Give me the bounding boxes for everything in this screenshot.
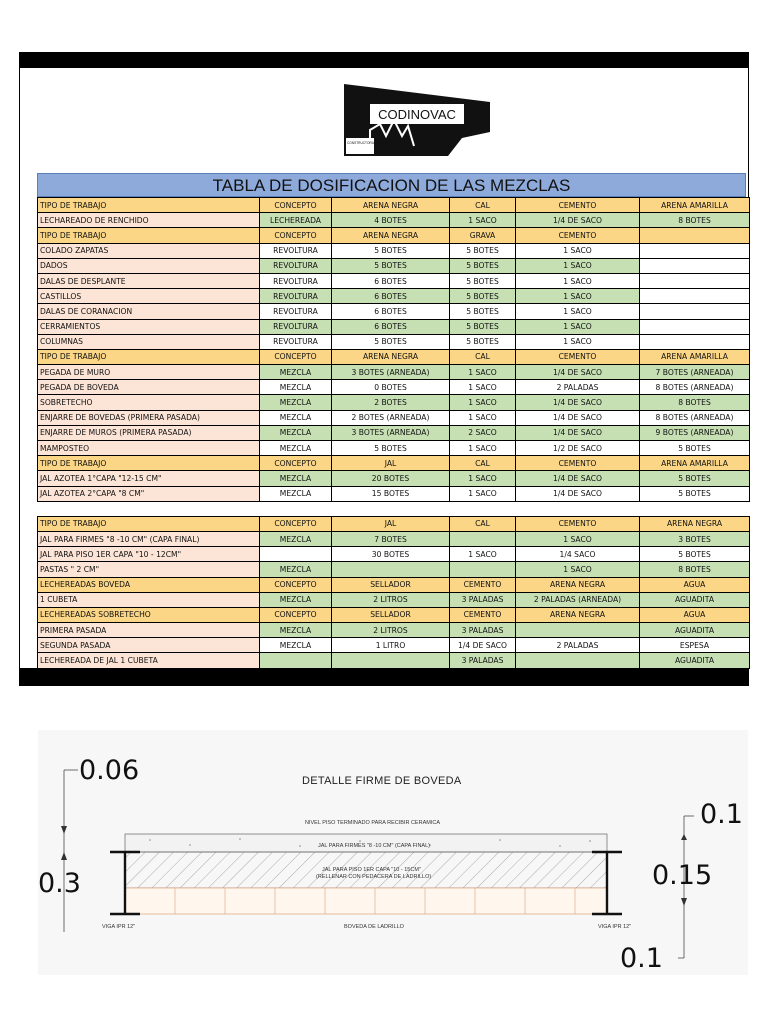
table-cell: 1 SACO <box>516 289 640 304</box>
table-cell: 1/4 DE SACO <box>516 365 640 380</box>
table-cell: MEZCLA <box>260 638 332 653</box>
table-cell <box>450 501 516 516</box>
table-cell: PASTAS " 2 CM" <box>38 562 260 577</box>
table-cell: JAL PARA PISO 1ER CAPA "10 - 12CM" <box>38 547 260 562</box>
table-cell: 1 SACO <box>516 562 640 577</box>
rellenar-label: (RELLENAR CON PEDACERA DE LADRILLO) <box>316 874 432 880</box>
table-cell: 3 BOTES (ARNEADA) <box>332 365 450 380</box>
table-cell: CEMENTO <box>516 516 640 531</box>
table-cell: 5 BOTES <box>450 289 516 304</box>
table-cell: CEMENTO <box>450 607 516 622</box>
table-row <box>38 623 750 638</box>
table-row <box>38 304 750 319</box>
table-cell: 6 BOTES <box>332 304 450 319</box>
table-cell: 2 PALADAS (ARNEADA) <box>516 592 640 607</box>
table-cell: 1/4 SACO <box>516 547 640 562</box>
table-row <box>38 638 750 653</box>
table-cell: MEZCLA <box>260 425 332 440</box>
dim-top-left: 0.06 <box>79 755 140 786</box>
viga-right-label: VIGA IPR 12" <box>598 924 632 930</box>
table-cell <box>38 501 260 516</box>
table-cell: JAL PARA FIRMES "8 -10 CM" (CAPA FINAL) <box>38 531 260 546</box>
table-cell: 5 BOTES <box>450 304 516 319</box>
table-cell: 8 BOTES <box>640 395 750 410</box>
table-row <box>38 258 750 273</box>
table-cell: CONCEPTO <box>260 516 332 531</box>
table-cell: MEZCLA <box>260 592 332 607</box>
table-cell: 1/4 DE SACO <box>516 410 640 425</box>
table-header-row <box>38 516 750 531</box>
table-cell: ENJARRE DE BOVEDAS (PRIMERA PASADA) <box>38 410 260 425</box>
table-cell: 2 PALADAS <box>516 638 640 653</box>
table-cell: 2 PALADAS <box>516 380 640 395</box>
table-cell: TIPO DE TRABAJO <box>38 516 260 531</box>
table-cell: GRAVA <box>450 228 516 243</box>
table-cell: ARENA NEGRA <box>516 577 640 592</box>
table-cell: 1 SACO <box>516 273 640 288</box>
table-cell: 1 SACO <box>450 547 516 562</box>
table-cell: CEMENTO <box>516 349 640 364</box>
table-cell: 30 BOTES <box>332 547 450 562</box>
table-cell: 1 SACO <box>516 531 640 546</box>
table-cell: CASTILLOS <box>38 289 260 304</box>
table-cell: 5 BOTES <box>332 258 450 273</box>
table-cell: ARENA AMARILLA <box>640 198 750 213</box>
table-header-row <box>38 456 750 471</box>
table-cell: CEMENTO <box>516 228 640 243</box>
table-cell: MEZCLA <box>260 471 332 486</box>
table-cell: 2 LITROS <box>332 592 450 607</box>
table-cell: AGUADITA <box>640 623 750 638</box>
table-row <box>38 365 750 380</box>
table-cell: 1/4 DE SACO <box>450 638 516 653</box>
logo-subtext: CONSTRUCTORA DE LOS ALTOS <box>347 141 398 145</box>
jal-firmes-label: JAL PARA FIRMES "8 -10 CM" (CAPA FINAL) <box>318 843 430 849</box>
table-cell: SOBRETECHO <box>38 395 260 410</box>
table-cell: TIPO DE TRABAJO <box>38 349 260 364</box>
table-row <box>38 380 750 395</box>
table-cell: CAL <box>450 456 516 471</box>
table-cell: 2 LITROS <box>332 623 450 638</box>
table-cell: ARENA NEGRA <box>640 516 750 531</box>
table-cell: 1 SACO <box>516 258 640 273</box>
table-cell: TIPO DE TRABAJO <box>38 228 260 243</box>
table-cell: LECHEREADAS BOVEDA <box>38 577 260 592</box>
table-row <box>38 319 750 334</box>
table-cell: 0 BOTES <box>332 380 450 395</box>
table-cell: SELLADOR <box>332 577 450 592</box>
dim-left: 0.3 <box>38 868 81 899</box>
table-cell: 2 SACO <box>450 425 516 440</box>
dim-bottom-right: 0.1 <box>620 943 663 974</box>
table-cell: 1 LITRO <box>332 638 450 653</box>
table-cell: 8 BOTES (ARNEADA) <box>640 380 750 395</box>
table-cell: 1 SACO <box>516 319 640 334</box>
table-cell: ARENA AMARILLA <box>640 349 750 364</box>
table-cell: REVOLTURA <box>260 258 332 273</box>
table-cell <box>640 258 750 273</box>
table-cell: MEZCLA <box>260 410 332 425</box>
table-cell: COLADO ZAPATAS <box>38 243 260 258</box>
table-cell: 4 BOTES <box>332 213 450 228</box>
table-cell: CAL <box>450 198 516 213</box>
table-cell: CAL <box>450 349 516 364</box>
table-row <box>38 486 750 501</box>
table-cell: MEZCLA <box>260 486 332 501</box>
table-cell: ARENA NEGRA <box>516 607 640 622</box>
table-cell: JAL AZOTEA 1°CAPA "12-15 CM" <box>38 471 260 486</box>
table-cell: 15 BOTES <box>332 486 450 501</box>
table-cell: REVOLTURA <box>260 319 332 334</box>
table-cell: AGUA <box>640 577 750 592</box>
table-row <box>38 592 750 607</box>
table-cell: CONCEPTO <box>260 577 332 592</box>
table-cell: 1/4 DE SACO <box>516 471 640 486</box>
table-cell: DALAS DE DESPLANTE <box>38 273 260 288</box>
table-cell: 5 BOTES <box>332 243 450 258</box>
table-row <box>38 243 750 258</box>
dim-top-right: 0.1 <box>700 799 743 830</box>
table-cell: REVOLTURA <box>260 243 332 258</box>
table-cell: 1 SACO <box>450 410 516 425</box>
table-cell: 1 SACO <box>450 365 516 380</box>
table-cell: DALAS DE CORANACION <box>38 304 260 319</box>
table-header-row <box>38 577 750 592</box>
table-cell: LECHEREADA <box>260 213 332 228</box>
table-cell <box>450 531 516 546</box>
table-row <box>38 425 750 440</box>
table-cell <box>640 304 750 319</box>
table-cell: PRIMERA PASADA <box>38 623 260 638</box>
table-cell: CEMENTO <box>516 198 640 213</box>
table-cell <box>260 501 332 516</box>
table-cell: 1 SACO <box>450 395 516 410</box>
table-header-row <box>38 198 750 213</box>
table-cell: CEMENTO <box>516 456 640 471</box>
table-cell: MEZCLA <box>260 531 332 546</box>
table-cell: 8 BOTES (ARNEADA) <box>640 410 750 425</box>
table-cell: 5 BOTES <box>332 334 450 349</box>
table-cell: DADOS <box>38 258 260 273</box>
table-cell: MEZCLA <box>260 623 332 638</box>
table-cell: ESPESA <box>640 638 750 653</box>
table-cell: 1 SACO <box>516 334 640 349</box>
table-cell: 1 SACO <box>450 471 516 486</box>
table-cell: 20 BOTES <box>332 471 450 486</box>
table-cell: 5 BOTES <box>640 471 750 486</box>
drawing-title: DETALLE FIRME DE BOVEDA <box>302 775 462 787</box>
table-cell: 5 BOTES <box>640 441 750 456</box>
table-title: TABLA DE DOSIFICACION DE LAS MEZCLAS <box>37 173 746 197</box>
table-cell: 2 BOTES (ARNEADA) <box>332 410 450 425</box>
table-cell: MEZCLA <box>260 395 332 410</box>
table-cell: 1 SACO <box>450 441 516 456</box>
table-cell: 3 PALADAS <box>450 653 516 668</box>
table-cell: 3 PALADAS <box>450 592 516 607</box>
table-cell: 5 BOTES <box>450 334 516 349</box>
table-cell: 5 BOTES <box>450 258 516 273</box>
table-row <box>38 334 750 349</box>
table-cell: AGUADITA <box>640 592 750 607</box>
table-cell: AGUADITA <box>640 653 750 668</box>
table-row <box>38 471 750 486</box>
sheet-bottom-band <box>19 668 749 686</box>
table-cell: PEGADA DE MURO <box>38 365 260 380</box>
boveda-label: BOVEDA DE LADRILLO <box>344 924 404 930</box>
table-cell: ARENA NEGRA <box>332 198 450 213</box>
table-cell: LECHAREADO DE RENCHIDO <box>38 213 260 228</box>
table-cell: LECHEREADAS SOBRETECHO <box>38 607 260 622</box>
table-cell: COLUMNAS <box>38 334 260 349</box>
table-cell: SEGUNDA PASADA <box>38 638 260 653</box>
table-row <box>38 501 750 516</box>
table-cell: REVOLTURA <box>260 304 332 319</box>
table-cell: PEGADA DE BOVEDA <box>38 380 260 395</box>
table-cell: CEMENTO <box>450 577 516 592</box>
table-cell: CAL <box>450 516 516 531</box>
table-cell: 5 BOTES <box>450 273 516 288</box>
table-cell: CERRAMIENTOS <box>38 319 260 334</box>
table-cell: REVOLTURA <box>260 289 332 304</box>
table-cell: JAL <box>332 516 450 531</box>
table-row <box>38 410 750 425</box>
table-cell: 1 SACO <box>450 486 516 501</box>
table-cell <box>450 562 516 577</box>
table-cell: MEZCLA <box>260 562 332 577</box>
dosificacion-table <box>37 197 750 669</box>
codinovac-logo <box>340 80 496 162</box>
table-row <box>38 531 750 546</box>
table-cell: 1 SACO <box>450 380 516 395</box>
table-cell: 5 BOTES <box>332 441 450 456</box>
table-cell: MAMPOSTEO <box>38 441 260 456</box>
table-cell <box>640 228 750 243</box>
table-cell: 5 BOTES <box>450 319 516 334</box>
table-cell: 1 SACO <box>516 304 640 319</box>
table-cell: MEZCLA <box>260 441 332 456</box>
table-header-row <box>38 349 750 364</box>
table-cell: CONCEPTO <box>260 198 332 213</box>
table-cell: MEZCLA <box>260 380 332 395</box>
table-cell: ARENA NEGRA <box>332 228 450 243</box>
table-cell: 3 PALADAS <box>450 623 516 638</box>
table-cell: TIPO DE TRABAJO <box>38 456 260 471</box>
table-row <box>38 441 750 456</box>
table-cell: TIPO DE TRABAJO <box>38 198 260 213</box>
table-cell: ENJARRE DE MUROS (PRIMERA PASADA) <box>38 425 260 440</box>
table-cell: 7 BOTES <box>332 531 450 546</box>
table-row <box>38 213 750 228</box>
table-cell: ARENA AMARILLA <box>640 456 750 471</box>
table-cell: 3 BOTES <box>640 531 750 546</box>
table-header-row <box>38 228 750 243</box>
table-row <box>38 562 750 577</box>
table-cell <box>332 501 450 516</box>
table-cell: CONCEPTO <box>260 607 332 622</box>
table-cell: CONCEPTO <box>260 228 332 243</box>
table-cell: JAL AZOTEA 2°CAPA "8 CM" <box>38 486 260 501</box>
table-cell: 8 BOTES <box>640 562 750 577</box>
table-cell <box>640 273 750 288</box>
table-cell <box>640 501 750 516</box>
table-cell: 1/4 DE SACO <box>516 213 640 228</box>
table-cell: 1 SACO <box>450 213 516 228</box>
viga-left-label: VIGA IPR 12" <box>102 924 136 930</box>
table-cell: 9 BOTES (ARNEADA) <box>640 425 750 440</box>
table-cell <box>640 289 750 304</box>
table-cell: 7 BOTES (ARNEADA) <box>640 365 750 380</box>
table-cell: 6 BOTES <box>332 289 450 304</box>
table-row <box>38 273 750 288</box>
table-cell <box>260 653 332 668</box>
table-cell: CONCEPTO <box>260 456 332 471</box>
table-cell: 1 SACO <box>516 243 640 258</box>
table-cell: 8 BOTES <box>640 213 750 228</box>
jal-piso-label: JAL PARA PISO 1ER CAPA "10 - 15CM" <box>322 867 421 873</box>
table-row <box>38 289 750 304</box>
table-cell: 1/4 DE SACO <box>516 395 640 410</box>
table-cell <box>260 547 332 562</box>
table-cell: 1/4 DE SACO <box>516 425 640 440</box>
table-cell <box>332 653 450 668</box>
dim-right: 0.15 <box>652 860 713 891</box>
table-cell: SELLADOR <box>332 607 450 622</box>
table-cell: 1/2 DE SACO <box>516 441 640 456</box>
table-cell: 5 BOTES <box>640 486 750 501</box>
table-cell: CONCEPTO <box>260 349 332 364</box>
table-cell <box>640 243 750 258</box>
table-cell: REVOLTURA <box>260 334 332 349</box>
nivel-label: NIVEL PISO TERMINADO PARA RECIBIR CERAMICA <box>305 820 440 826</box>
table-cell: LECHEREADA DE JAL 1 CUBETA <box>38 653 260 668</box>
table-cell: AGUA <box>640 607 750 622</box>
table-cell: 3 BOTES (ARNEADA) <box>332 425 450 440</box>
table-cell <box>516 653 640 668</box>
logo-text: CODINOVAC <box>378 107 456 122</box>
table-cell: 1 CUBETA <box>38 592 260 607</box>
table-cell: 6 BOTES <box>332 273 450 288</box>
table-cell: 5 BOTES <box>450 243 516 258</box>
table-cell <box>516 623 640 638</box>
table-cell: 6 BOTES <box>332 319 450 334</box>
table-cell <box>640 334 750 349</box>
table-cell: 2 BOTES <box>332 395 450 410</box>
table-row <box>38 547 750 562</box>
table-cell: 5 BOTES <box>640 547 750 562</box>
table-cell <box>640 319 750 334</box>
table-cell <box>516 501 640 516</box>
table-cell: 1/4 DE SACO <box>516 486 640 501</box>
table-cell: JAL <box>332 456 450 471</box>
table-row <box>38 395 750 410</box>
table-row <box>38 653 750 668</box>
table-header-row <box>38 607 750 622</box>
table-cell <box>332 562 450 577</box>
table-cell: MEZCLA <box>260 365 332 380</box>
table-cell: ARENA NEGRA <box>332 349 450 364</box>
table-cell: REVOLTURA <box>260 273 332 288</box>
